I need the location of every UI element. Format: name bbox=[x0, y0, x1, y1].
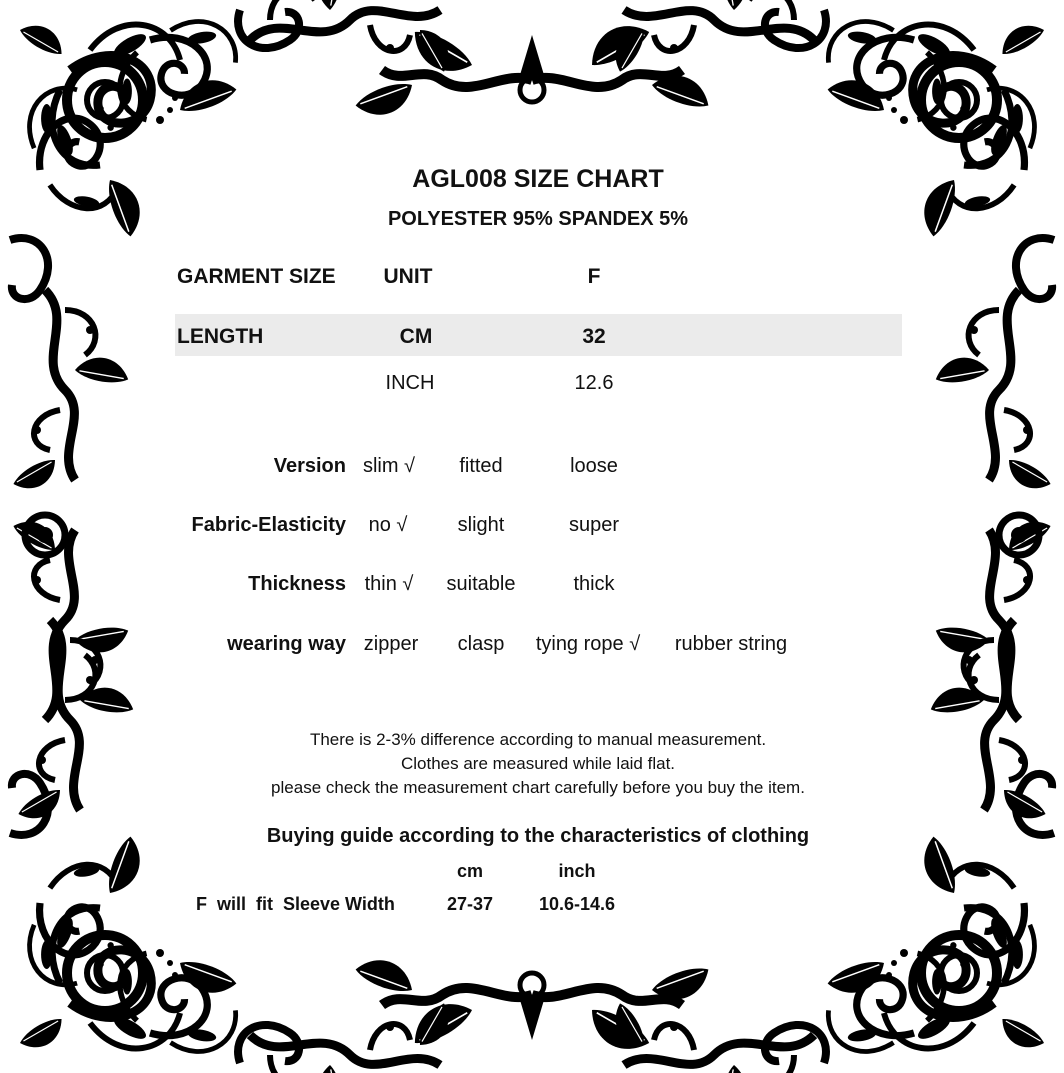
attr-option: tying rope √ bbox=[535, 633, 641, 655]
attr-option: thick bbox=[573, 573, 615, 595]
note-line: Clothes are measured while laid flat. bbox=[400, 754, 676, 773]
attr-option: super bbox=[568, 514, 620, 536]
guide-cm-range: 27-37 bbox=[446, 894, 494, 914]
attr-option: clasp bbox=[457, 633, 505, 655]
attr-option: rubber string bbox=[674, 633, 788, 655]
row-value-cm: 32 bbox=[582, 325, 606, 348]
note-line: There is 2-3% difference according to manual measurement. bbox=[309, 730, 767, 749]
guide-row-label: F will fit Sleeve Width bbox=[196, 894, 395, 914]
guide-col-inch: inch bbox=[558, 861, 596, 881]
attr-option: thin √ bbox=[364, 573, 414, 595]
guide-title: Buying guide according to the characteristics of clothing bbox=[266, 825, 810, 847]
attr-label-fabric-elasticity: Fabric-Elasticity bbox=[191, 514, 346, 536]
header-unit: UNIT bbox=[383, 265, 433, 288]
attr-option: loose bbox=[570, 455, 618, 477]
chart-title: AGL008 SIZE CHART bbox=[412, 165, 664, 193]
row-label-length: LENGTH bbox=[177, 325, 264, 348]
guide-inch-range: 10.6-14.6 bbox=[538, 894, 616, 914]
attr-label-version: Version bbox=[273, 455, 346, 477]
attr-label-wearing-way: wearing way bbox=[227, 633, 346, 655]
attr-option: slight bbox=[457, 514, 505, 536]
attr-option: suitable bbox=[446, 573, 516, 595]
row-unit-cm: CM bbox=[399, 325, 433, 348]
attr-option: slim √ bbox=[362, 455, 416, 477]
guide-col-cm: cm bbox=[456, 861, 484, 881]
header-size-f: F bbox=[587, 265, 601, 288]
note-line: please check the measurement chart carefully before you buy the item. bbox=[271, 778, 805, 797]
header-garment-size: GARMENT SIZE bbox=[177, 265, 336, 288]
attr-option: zipper bbox=[363, 633, 419, 655]
row-value-inch: 12.6 bbox=[574, 372, 614, 394]
row-unit-inch: INCH bbox=[385, 372, 435, 394]
attr-label-thickness: Thickness bbox=[248, 573, 346, 595]
material-composition: POLYESTER 95% SPANDEX 5% bbox=[387, 208, 689, 230]
attr-option: fitted bbox=[459, 455, 503, 477]
attr-option: no √ bbox=[368, 514, 408, 536]
table-row-shade bbox=[175, 314, 902, 356]
